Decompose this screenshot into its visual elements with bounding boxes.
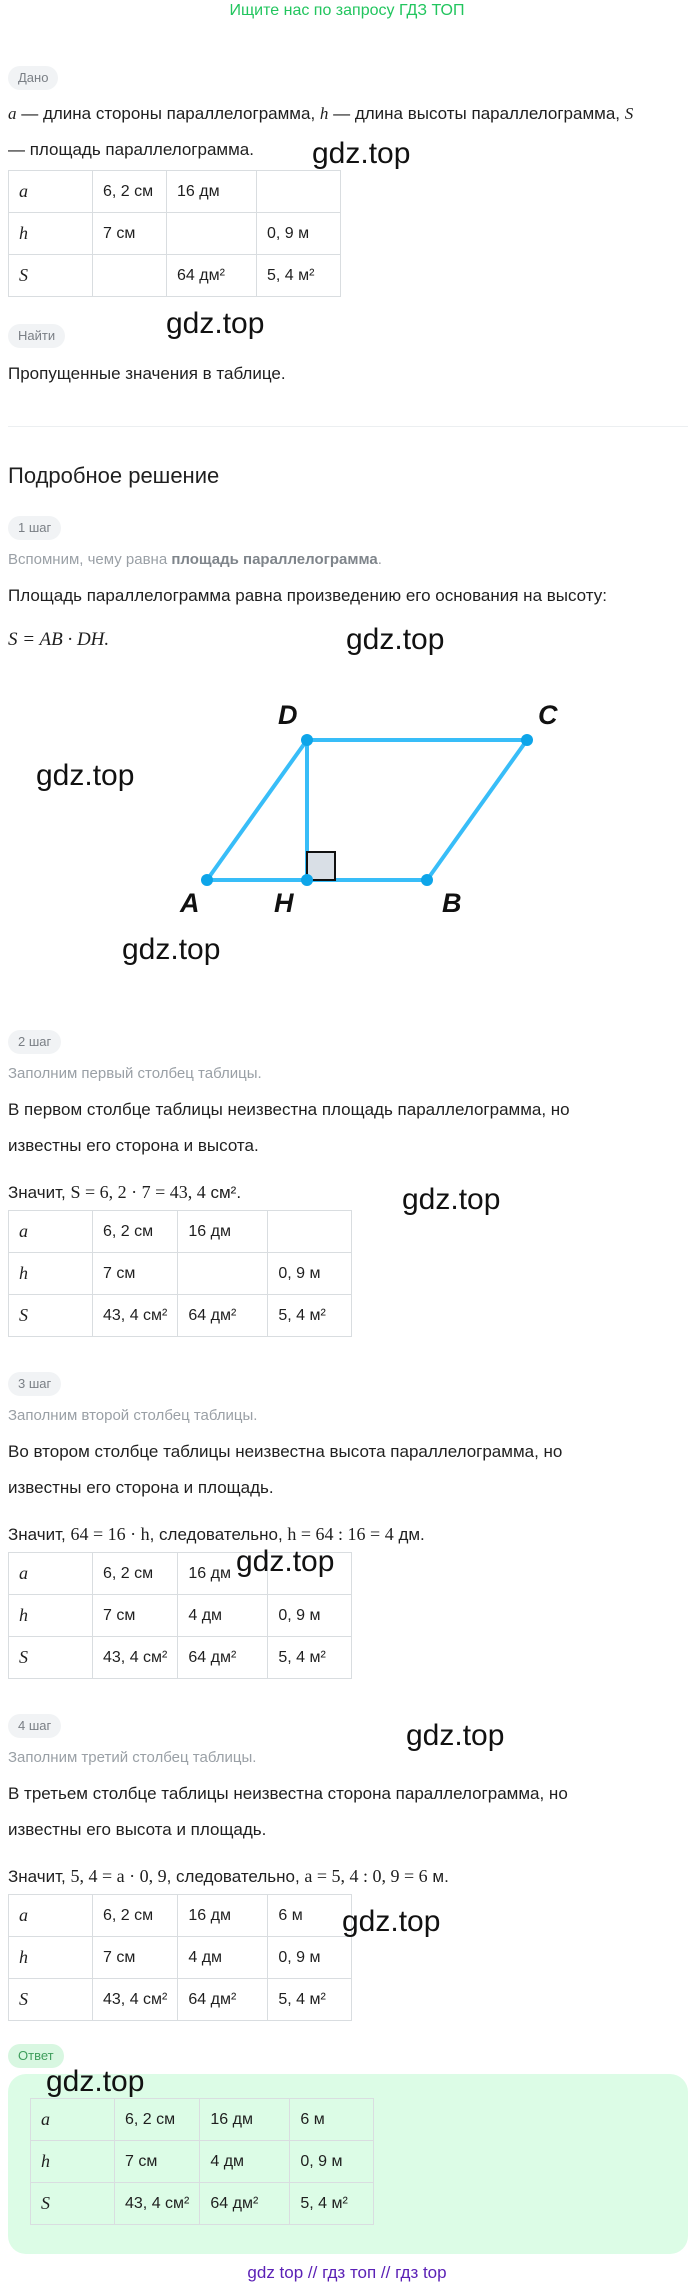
table-row-header: h [9,1937,93,1979]
step4-conclusion-prefix: Значит, [8,1867,71,1886]
table-cell [268,1211,352,1253]
step4-conclusion-mid: , следовательно, [166,1867,305,1886]
answer-table [30,2098,374,2225]
find-text: Пропущенные значения в таблице. [8,364,286,383]
table-cell: 4 дм [178,1937,268,1979]
step1-formula: S = AB · DH. [8,629,110,650]
point-a [201,874,213,886]
point-c [521,734,533,746]
table-cell: 5, 4 м² [268,1637,352,1679]
table-cell: 0, 9 м [290,2141,374,2183]
table-row-header: a [9,171,93,213]
label-h: H [274,888,294,918]
step4-text1: В третьем столбце таблицы неизвестна сторона параллелограмма, но [8,1784,568,1803]
table-row [9,213,341,255]
table-cell: 6, 2 см [93,171,167,213]
table-row-header: S [9,1295,93,1337]
var-a: a [8,104,17,123]
step3-conclusion-suffix: дм. [393,1525,425,1544]
table-row-header: h [9,1253,93,1295]
given-text-line2: — площадь параллелограмма. [8,140,254,159]
table-row [31,2099,374,2141]
var-h: h [319,104,329,123]
step4-conclusion-suffix: м. [427,1867,449,1886]
table-cell: 64 дм² [178,1637,268,1679]
table-row [9,1211,352,1253]
label-c: C [538,700,558,730]
step4-conclusion-math2: a = 5, 4 : 0, 9 = 6 [304,1866,428,1886]
step1-hint-suffix: . [377,551,382,568]
step3-text1: Во втором столбце таблицы неизвестна высота параллелограмма, но [8,1442,563,1461]
table-cell: 0, 9 м [268,1937,352,1979]
watermark: gdz.top [236,1545,335,1578]
table-cell: 0, 9 м [268,1253,352,1295]
edge-cb [427,740,527,880]
table-cell: 0, 9 м [268,1595,352,1637]
table-cell [93,255,167,297]
table-cell: 43, 4 см² [93,1295,178,1337]
watermark: gdz.top [406,1719,505,1752]
table-row [9,1253,352,1295]
find-badge: Найти [8,324,65,348]
point-b [421,874,433,886]
step2-badge-wrap [8,1030,61,1054]
table-cell: 6 м [268,1895,352,1937]
table-cell: 4 дм [178,1595,268,1637]
table-row-header: h [31,2141,115,2183]
watermark: gdz.top [166,307,265,340]
footer-links[interactable]: gdz top // гдз топ // гдз top [247,2263,447,2282]
answer-badge: Ответ [8,2044,64,2068]
table-cell: 16 дм [178,1211,268,1253]
step4-badge: 4 шаг [8,1714,61,1738]
label-d: D [278,700,298,730]
table-cell: 7 см [93,1595,178,1637]
table-cell: 16 дм [167,171,257,213]
table-cell: 7 см [115,2141,200,2183]
given-badge: Дано [8,66,58,90]
step4-hint: Заполним третий столбец таблицы. [8,1749,257,1766]
watermark: gdz.top [46,2065,145,2098]
find-badge-wrap [8,324,65,348]
table-cell: 5, 4 м² [290,2183,374,2225]
table-cell: 16 дм [178,1895,268,1937]
watermark: gdz.top [402,1183,501,1216]
step3-text2: известны его сторона и площадь. [8,1478,274,1497]
watermark: gdz.top [36,759,135,792]
table-row [9,1637,352,1679]
table-cell: 5, 4 м² [268,1295,352,1337]
point-d [301,734,313,746]
table-row-header: S [31,2183,115,2225]
table-row [9,1979,352,2021]
watermark: gdz.top [122,933,221,966]
table-cell: 7 см [93,1937,178,1979]
step3-conclusion-math2: h = 64 : 16 = 4 [287,1524,394,1544]
given-text-a: — длина стороны параллелограмма, [16,104,320,123]
table-row-header: a [31,2099,115,2141]
step4-table [8,1894,352,2021]
table-cell: 43, 4 см² [115,2183,200,2225]
table-row [31,2183,374,2225]
step1-hint [8,550,382,570]
table-row [9,1295,352,1337]
table-cell: 64 дм² [167,255,257,297]
table-row-header: S [9,1637,93,1679]
table-row-header: S [9,255,93,297]
step3-conclusion-mid: , следовательно, [149,1525,288,1544]
step3-conclusion-math1: 64 = 16 · h [70,1524,150,1544]
label-a: A [180,888,200,918]
table-row [9,1595,352,1637]
table-cell: 6, 2 см [115,2099,200,2141]
step1-badge-wrap [8,516,61,540]
step2-conclusion-prefix: Значит, [8,1183,71,1202]
step2-conclusion [8,1180,241,1205]
given-badge-wrap [8,66,58,90]
table-row-header: a [9,1553,93,1595]
table-row-header: h [9,213,93,255]
parallelogram-edges [207,740,527,880]
step1-hint-prefix: Вспомним, чему равна [8,551,172,568]
step2-conclusion-math: S = 6, 2 · 7 = 43, 4 [70,1182,206,1202]
table-cell [257,171,341,213]
var-s: S [624,104,634,123]
top-banner[interactable]: Ищите нас по запросу ГДЗ ТОП [229,2,465,19]
table-row [9,1937,352,1979]
watermark: gdz.top [346,623,445,656]
step4-text2: известны его высота и площадь. [8,1820,267,1839]
given-text-h: — длина высоты параллелограмма, [328,104,625,123]
step2-hint: Заполним первый столбец таблицы. [8,1065,262,1082]
table-cell: 43, 4 см² [93,1979,178,2021]
table-cell: 5, 4 м² [268,1979,352,2021]
table-cell: 6 м [290,2099,374,2141]
step3-conclusion-prefix: Значит, [8,1525,71,1544]
table-cell: 7 см [93,1253,178,1295]
section-divider [8,426,688,427]
table-cell: 6, 2 см [93,1895,178,1937]
table-row-header: a [9,1895,93,1937]
table-cell: 4 дм [200,2141,290,2183]
edge-ad [207,740,307,880]
step1-badge: 1 шаг [8,516,61,540]
point-h [301,874,313,886]
table-row-header: h [9,1595,93,1637]
table-cell: 5, 4 м² [257,255,341,297]
step2-badge: 2 шаг [8,1030,61,1054]
table-cell: 0, 9 м [257,213,341,255]
step2-text1: В первом столбце таблицы неизвестна площадь параллелограмма, но [8,1100,570,1119]
watermark: gdz.top [342,1905,441,1938]
parallelogram-figure [160,690,580,920]
given-text [8,102,688,126]
table-cell: 64 дм² [200,2183,290,2225]
step3-badge: 3 шаг [8,1372,61,1396]
step4-conclusion-math1: 5, 4 = a · 0, 9 [70,1866,167,1886]
given-table [8,170,341,297]
table-cell: 16 дм [178,1553,268,1595]
table-row-header: S [9,1979,93,2021]
table-cell [167,213,257,255]
table-cell: 64 дм² [178,1295,268,1337]
step1-text: Площадь параллелограмма равна произведению его основания на высоту: [8,586,607,605]
step3-hint: Заполним второй столбец таблицы. [8,1407,258,1424]
solution-heading: Подробное решение [8,463,220,488]
table-cell: 43, 4 см² [93,1637,178,1679]
step3-badge-wrap [8,1372,61,1396]
watermark: gdz.top [312,137,411,170]
step4-conclusion [8,1864,449,1889]
table-cell: 16 дм [200,2099,290,2141]
table-row-header: a [9,1211,93,1253]
step2-table [8,1210,352,1337]
table-cell: 6, 2 см [93,1211,178,1253]
step2-conclusion-suffix: см². [205,1183,242,1202]
table-cell: 7 см [93,213,167,255]
table-row [9,171,341,213]
step2-text2: известны его сторона и высота. [8,1136,259,1155]
table-row [9,255,341,297]
table-cell: 64 дм² [178,1979,268,2021]
table-row [31,2141,374,2183]
step1-hint-bold: площадь параллелограмма [171,551,378,568]
table-cell: 6, 2 см [93,1553,178,1595]
table-row [9,1895,352,1937]
table-cell [178,1253,268,1295]
step3-conclusion [8,1522,425,1547]
label-b: B [442,888,462,918]
step4-badge-wrap [8,1714,61,1738]
